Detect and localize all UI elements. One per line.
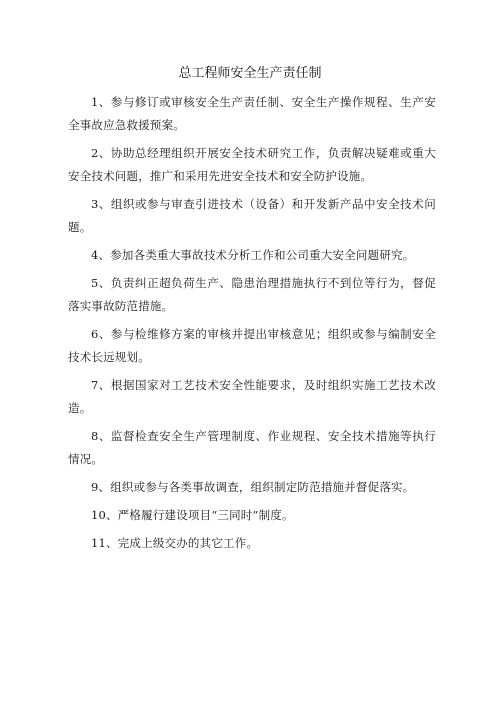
clause-7: 7、根据国家对工艺技术安全性能要求，及时组织实施工艺技术改造。 [68, 378, 436, 415]
clause-10: 10、严格履行建设项目“三同时”制度。 [91, 508, 294, 522]
clause-2: 2、协助总经理组织开展安全技术研究工作，负责解决疑难或重大安全技术问题，推广和采用先进安全技术和安全防护设施。 [68, 146, 436, 183]
clause-8: 8、监督检查安全生产管理制度、作业规程、安全技术措施等执行情况。 [68, 429, 436, 466]
clause-3: 3、组织或参与审查引进技术（设备）和开发新产品中安全技术问题。 [68, 197, 436, 234]
clause-list [68, 91, 436, 560]
clause-1: 1、参与修订或审核安全生产责任制、安全生产操作规程、生产安全事故应急救援预案。 [68, 95, 436, 132]
clause-5: 5、负责纠正超负荷生产、隐患治理措施执行不到位等行为，督促落实事故防范措施。 [68, 276, 436, 313]
clause-9: 9、组织或参与各类事故调查，组织制定防范措施并督促落实。 [91, 480, 415, 494]
document-title: 总工程师安全生产责任制 [178, 66, 322, 81]
clause-4: 4、参加各类重大事故技术分析工作和公司重大安全问题研究。 [91, 248, 415, 262]
clause-6: 6、参与检维修方案的审核并提出审核意见；组织或参与编制安全技术长远规划。 [68, 327, 436, 364]
clause-11: 11、完成上级交办的其它工作。 [91, 536, 259, 550]
